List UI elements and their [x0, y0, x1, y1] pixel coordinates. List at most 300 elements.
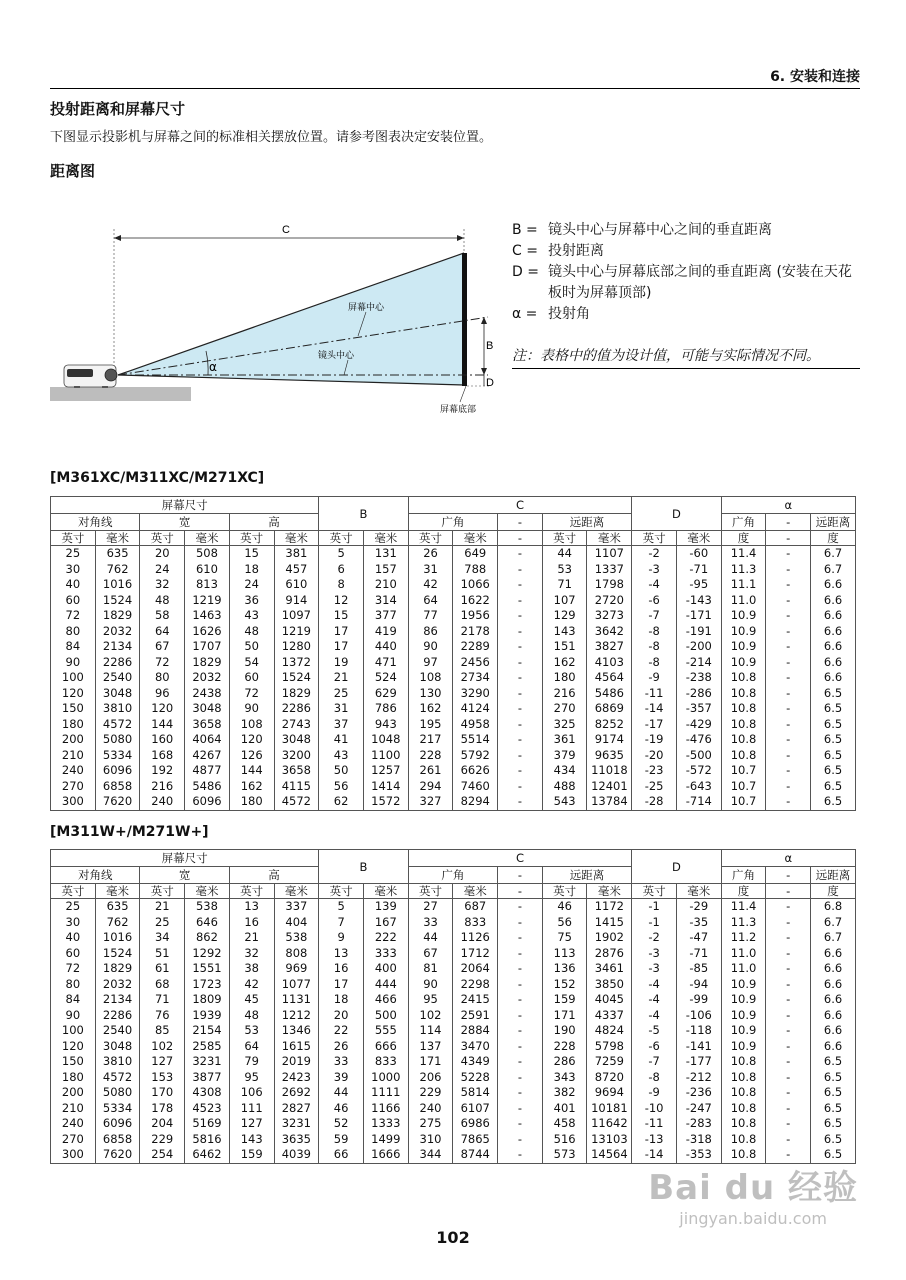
table-cell: 687 — [453, 899, 498, 915]
table-cell: -5 — [632, 1023, 677, 1039]
table-cell: -99 — [676, 992, 721, 1008]
table-cell: 10.9 — [721, 608, 766, 624]
table-cell: 56 — [319, 779, 364, 795]
table-cell: - — [498, 701, 543, 717]
table-cell: 3850 — [587, 977, 632, 993]
table-cell: 6.5 — [811, 1070, 856, 1086]
table-cell: 4124 — [453, 701, 498, 717]
table-cell: 7460 — [453, 779, 498, 795]
table-title-xc: [M361XC/M311XC/M271XC] — [50, 470, 265, 486]
table-cell: 34 — [140, 930, 185, 946]
table-cell: 13784 — [587, 794, 632, 810]
table-cell: -2 — [632, 930, 677, 946]
table-cell: -714 — [676, 794, 721, 810]
table-cell: 10.8 — [721, 1101, 766, 1117]
table-cell: -286 — [676, 686, 721, 702]
table-cell: 4572 — [95, 717, 140, 733]
table-cell: -29 — [676, 899, 721, 915]
table-cell: 13103 — [587, 1132, 632, 1148]
table-cell: - — [766, 1085, 811, 1101]
table-cell: 1212 — [274, 1008, 319, 1024]
header-unit: 毫米 — [453, 531, 498, 546]
header-unit: 英寸 — [319, 531, 364, 546]
table-cell: 10.8 — [721, 748, 766, 764]
table-cell: 3827 — [587, 639, 632, 655]
table-cell: 66 — [319, 1147, 364, 1163]
table-cell: 2178 — [453, 624, 498, 640]
table-cell: - — [498, 577, 543, 593]
header-unit: 英寸 — [319, 884, 364, 899]
projection-cone — [118, 253, 464, 385]
table-cell: 6.5 — [811, 701, 856, 717]
table-cell: 16 — [319, 961, 364, 977]
table-cell: 1066 — [453, 577, 498, 593]
table-cell: -14 — [632, 1147, 677, 1163]
header-width: 宽 — [140, 867, 229, 884]
header-unit: 度 — [721, 884, 766, 899]
table-cell: 68 — [140, 977, 185, 993]
table-cell: - — [766, 794, 811, 810]
table-cell: 381 — [274, 546, 319, 562]
header-height: 高 — [229, 867, 318, 884]
table-cell: 6.8 — [811, 899, 856, 915]
table-cell: 1809 — [185, 992, 230, 1008]
table-cell: 1111 — [363, 1085, 408, 1101]
table-cell: 4349 — [453, 1054, 498, 1070]
table-cell: 6.6 — [811, 1023, 856, 1039]
legend-text: 镜头中心与屏幕中心之间的垂直距离 — [548, 222, 772, 238]
table-cell: 153 — [140, 1070, 185, 1086]
table-cell: 240 — [408, 1101, 453, 1117]
header-d: D — [632, 850, 721, 884]
table-cell: 457 — [274, 562, 319, 578]
table-cell: 21 — [319, 670, 364, 686]
table-cell: 72 — [51, 961, 96, 977]
table-cell: 300 — [51, 794, 96, 810]
header-alpha-dash: - — [766, 514, 811, 531]
table-cell: 150 — [51, 701, 96, 717]
table-cell: 3810 — [95, 1054, 140, 1070]
table-cell: 833 — [453, 915, 498, 931]
table-cell: 6858 — [95, 779, 140, 795]
table-cell: 18 — [229, 562, 274, 578]
table-row — [51, 732, 856, 748]
table-row — [51, 686, 856, 702]
table-cell: 81 — [408, 961, 453, 977]
table-cell: 31 — [408, 562, 453, 578]
table-cell: 160 — [140, 732, 185, 748]
table-cell: 10.8 — [721, 1085, 766, 1101]
table-cell: 261 — [408, 763, 453, 779]
table-cell: -8 — [632, 624, 677, 640]
table-cell: - — [766, 732, 811, 748]
table-cell: 100 — [51, 670, 96, 686]
table-cell: 97 — [408, 655, 453, 671]
table-cell: 1829 — [95, 608, 140, 624]
table-cell: 1016 — [95, 577, 140, 593]
header-unit: 英寸 — [140, 531, 185, 546]
table-cell: 382 — [542, 1085, 587, 1101]
table-cell: 1798 — [587, 577, 632, 593]
table-cell: 79 — [229, 1054, 274, 1070]
table-cell: 2019 — [274, 1054, 319, 1070]
table-cell: 2827 — [274, 1101, 319, 1117]
table-cell: 64 — [408, 593, 453, 609]
header-c: C — [408, 850, 632, 867]
table-cell: 9635 — [587, 748, 632, 764]
table-cell: 294 — [408, 779, 453, 795]
table-cell: 136 — [542, 961, 587, 977]
table-cell: 42 — [408, 577, 453, 593]
header-unit: 毫米 — [453, 884, 498, 899]
table-cell: 2734 — [453, 670, 498, 686]
table-cell: - — [498, 794, 543, 810]
table-cell: 102 — [140, 1039, 185, 1055]
table-cell: 200 — [51, 1085, 96, 1101]
table-cell: 1100 — [363, 748, 408, 764]
header-alpha-tele: 远距离 — [811, 514, 856, 531]
table-cell: 108 — [408, 670, 453, 686]
table-cell: 168 — [140, 748, 185, 764]
header-height: 高 — [229, 514, 318, 531]
table-cell: 46 — [319, 1101, 364, 1117]
table-row — [51, 562, 856, 578]
table-cell: 12 — [319, 593, 364, 609]
label-c: C — [282, 224, 290, 236]
table-cell: -6 — [632, 593, 677, 609]
table-cell: 8744 — [453, 1147, 498, 1163]
table-cell: 144 — [140, 717, 185, 733]
table-cell: - — [498, 779, 543, 795]
table-row — [51, 608, 856, 624]
table-cell: 10.8 — [721, 717, 766, 733]
table-cell: 32 — [229, 946, 274, 962]
table-cell: -177 — [676, 1054, 721, 1070]
table-cell: -500 — [676, 748, 721, 764]
table-cell: 5334 — [95, 748, 140, 764]
label-screen-center: 屏幕中心 — [348, 303, 385, 313]
header-unit: 英寸 — [408, 884, 453, 899]
table-cell: 1622 — [453, 593, 498, 609]
table-cell: 2134 — [95, 992, 140, 1008]
table-cell: - — [766, 717, 811, 733]
table-row — [51, 701, 856, 717]
table-cell: 204 — [140, 1116, 185, 1132]
table-row — [51, 1008, 856, 1024]
table-cell: 17 — [319, 624, 364, 640]
table-cell: 1707 — [185, 639, 230, 655]
table-cell: 60 — [51, 946, 96, 962]
table-cell: 3048 — [95, 686, 140, 702]
table-cell: 6.7 — [811, 546, 856, 562]
table-cell: 6.6 — [811, 992, 856, 1008]
table-cell: 113 — [542, 946, 587, 962]
table-cell: 379 — [542, 748, 587, 764]
table-cell: - — [498, 1085, 543, 1101]
table-cell: 1077 — [274, 977, 319, 993]
table-cell: 488 — [542, 779, 587, 795]
table-cell: -476 — [676, 732, 721, 748]
table-cell: - — [766, 608, 811, 624]
table-cell: 3635 — [274, 1132, 319, 1148]
table-cell: 914 — [274, 593, 319, 609]
table-cell: 11.1 — [721, 577, 766, 593]
header-unit: 英寸 — [51, 884, 96, 899]
table-cell: -106 — [676, 1008, 721, 1024]
table-cell: - — [498, 546, 543, 562]
table-cell: -7 — [632, 1054, 677, 1070]
table-cell: -171 — [676, 608, 721, 624]
table-cell: -4 — [632, 577, 677, 593]
table-cell: - — [498, 670, 543, 686]
watermark-brand: Bai du 经验 — [648, 1168, 858, 1208]
table-cell: 6.6 — [811, 1008, 856, 1024]
table-cell: - — [498, 930, 543, 946]
table-cell: 10.8 — [721, 670, 766, 686]
table-cell: 143 — [229, 1132, 274, 1148]
chapter-title: 6. 安装和连接 — [770, 69, 860, 85]
table-cell: -85 — [676, 961, 721, 977]
table-row — [51, 1101, 856, 1117]
table-cell: 195 — [408, 717, 453, 733]
table-cell: 1346 — [274, 1023, 319, 1039]
table-row — [51, 899, 856, 915]
header-unit: 英寸 — [542, 884, 587, 899]
table-cell: 6.5 — [811, 1101, 856, 1117]
table-cell: 270 — [51, 779, 96, 795]
table-cell: 53 — [542, 562, 587, 578]
table-cell: 229 — [408, 1085, 453, 1101]
table-cell: 254 — [140, 1147, 185, 1163]
table-cell: 95 — [408, 992, 453, 1008]
table-cell: 1107 — [587, 546, 632, 562]
table-cell: 813 — [185, 577, 230, 593]
table-cell: 344 — [408, 1147, 453, 1163]
table-cell: 86 — [408, 624, 453, 640]
header-alpha-wide: 广角 — [721, 514, 766, 531]
table-cell: 19 — [319, 655, 364, 671]
table-cell: 10.9 — [721, 639, 766, 655]
table-cell: 127 — [229, 1116, 274, 1132]
legend-row — [512, 241, 862, 262]
table-cell: 6462 — [185, 1147, 230, 1163]
table-cell: -60 — [676, 546, 721, 562]
table-cell: 71 — [140, 992, 185, 1008]
table-cell: 401 — [542, 1101, 587, 1117]
table-cell: 2134 — [95, 639, 140, 655]
table-cell: 5080 — [95, 732, 140, 748]
table-row — [51, 1132, 856, 1148]
table-cell: - — [498, 686, 543, 702]
table-cell: 222 — [363, 930, 408, 946]
label-lens-center: 镜头中心 — [318, 351, 355, 361]
table-cell: 10.8 — [721, 1147, 766, 1163]
table-cell: 7 — [319, 915, 364, 931]
table-cell: 4103 — [587, 655, 632, 671]
legend-text: 投射角 — [548, 306, 590, 322]
table-cell: 24 — [229, 577, 274, 593]
legend-key: α = — [512, 306, 538, 322]
table-cell: 54 — [229, 655, 274, 671]
table-cell: 4337 — [587, 1008, 632, 1024]
table-cell: 84 — [51, 639, 96, 655]
header-unit: 毫米 — [587, 884, 632, 899]
table-cell: 4064 — [185, 732, 230, 748]
table-cell: 18 — [319, 992, 364, 1008]
table-cell: 67 — [140, 639, 185, 655]
table-row — [51, 946, 856, 962]
table-row — [51, 977, 856, 993]
table-cell: 1902 — [587, 930, 632, 946]
table-cell: 1372 — [274, 655, 319, 671]
table-cell: -11 — [632, 1116, 677, 1132]
table-cell: 30 — [51, 915, 96, 931]
header-alpha-dash: - — [766, 867, 811, 884]
table-cell: 8294 — [453, 794, 498, 810]
header-unit: 毫米 — [95, 531, 140, 546]
table-row — [51, 670, 856, 686]
table-cell: 1257 — [363, 763, 408, 779]
table-cell: 10.9 — [721, 655, 766, 671]
table-cell: 111 — [229, 1101, 274, 1117]
table-cell: 2286 — [95, 655, 140, 671]
table-cell: 2286 — [274, 701, 319, 717]
table-cell: 314 — [363, 593, 408, 609]
header-unit: 毫米 — [185, 531, 230, 546]
table-cell: 788 — [453, 562, 498, 578]
table-cell: 95 — [229, 1070, 274, 1086]
table-cell: -141 — [676, 1039, 721, 1055]
table-cell: -357 — [676, 701, 721, 717]
table-cell: 100 — [51, 1023, 96, 1039]
table-cell: - — [498, 608, 543, 624]
table-cell: 41 — [319, 732, 364, 748]
table-cell: 44 — [319, 1085, 364, 1101]
table-cell: 310 — [408, 1132, 453, 1148]
table-cell: -429 — [676, 717, 721, 733]
table-cell: 666 — [363, 1039, 408, 1055]
table-cell: 11.4 — [721, 899, 766, 915]
table-cell: 1000 — [363, 1070, 408, 1086]
table-cell: - — [498, 977, 543, 993]
table-cell: -318 — [676, 1132, 721, 1148]
table-cell: 629 — [363, 686, 408, 702]
table-cell: 90 — [408, 639, 453, 655]
table-cell: 286 — [542, 1054, 587, 1070]
table-cell: -8 — [632, 639, 677, 655]
table-cell: -9 — [632, 1085, 677, 1101]
table-cell: - — [766, 1023, 811, 1039]
section-intro: 下图显示投影机与屏幕之间的标准相关摆放位置。请参考图表决定安装位置。 — [50, 130, 493, 145]
table-cell: 51 — [140, 946, 185, 962]
table-cell: 22 — [319, 1023, 364, 1039]
table-cell: 434 — [542, 763, 587, 779]
table-cell: - — [766, 639, 811, 655]
table-cell: -9 — [632, 670, 677, 686]
table-cell: 11.0 — [721, 593, 766, 609]
table-cell: 206 — [408, 1070, 453, 1086]
table-cell: - — [498, 593, 543, 609]
distance-table-xc — [50, 496, 856, 811]
table-cell: 6.6 — [811, 946, 856, 962]
table-cell: 11.3 — [721, 915, 766, 931]
table-cell: -25 — [632, 779, 677, 795]
table-cell: 1166 — [363, 1101, 408, 1117]
table-cell: 6.5 — [811, 686, 856, 702]
table-row — [51, 794, 856, 810]
table-cell: - — [766, 930, 811, 946]
table-row — [51, 655, 856, 671]
table-cell: 44 — [408, 930, 453, 946]
table-cell: 1939 — [185, 1008, 230, 1024]
table-cell: - — [498, 1116, 543, 1132]
table-cell: 6.5 — [811, 748, 856, 764]
table-cell: 2884 — [453, 1023, 498, 1039]
table-cell: 17 — [319, 639, 364, 655]
table-cell: 516 — [542, 1132, 587, 1148]
table-cell: 538 — [274, 930, 319, 946]
table-cell: 31 — [319, 701, 364, 717]
table-cell: -4 — [632, 977, 677, 993]
table-cell: 16 — [229, 915, 274, 931]
table-cell: 33 — [408, 915, 453, 931]
table-row — [51, 1023, 856, 1039]
table-cell: 2591 — [453, 1008, 498, 1024]
table-cell: 90 — [51, 1008, 96, 1024]
table-cell: 1572 — [363, 794, 408, 810]
table-cell: 24 — [140, 562, 185, 578]
table-cell: 13 — [229, 899, 274, 915]
table-cell: 6.6 — [811, 593, 856, 609]
legend-key: D = — [512, 264, 539, 280]
table-cell: -10 — [632, 1101, 677, 1117]
table-cell: - — [766, 1147, 811, 1163]
table-cell: - — [498, 763, 543, 779]
header-unit: 毫米 — [274, 884, 319, 899]
table-cell: 3810 — [95, 701, 140, 717]
table-cell: 3200 — [274, 748, 319, 764]
table-cell: 44 — [542, 546, 587, 562]
table-cell: 6.6 — [811, 608, 856, 624]
table-cell: 126 — [229, 748, 274, 764]
table-cell: 1333 — [363, 1116, 408, 1132]
table-cell: 2415 — [453, 992, 498, 1008]
header-unit: 毫米 — [95, 884, 140, 899]
table-cell: 2286 — [95, 1008, 140, 1024]
table-cell: 969 — [274, 961, 319, 977]
table-cell: 3658 — [185, 717, 230, 733]
table-cell: 2032 — [185, 670, 230, 686]
header-unit: 毫米 — [676, 531, 721, 546]
table-cell: - — [766, 977, 811, 993]
table-cell: 6.6 — [811, 977, 856, 993]
table-cell: 6.5 — [811, 1147, 856, 1163]
table-cell: 32 — [140, 577, 185, 593]
table-cell: 210 — [51, 1101, 96, 1117]
table-cell: - — [498, 1147, 543, 1163]
header-unit: 毫米 — [676, 884, 721, 899]
header-d: D — [632, 497, 721, 531]
table-cell: 120 — [229, 732, 274, 748]
table-cell: - — [498, 915, 543, 931]
table-cell: 56 — [542, 915, 587, 931]
table-cell: - — [766, 686, 811, 702]
table-cell: 6096 — [95, 763, 140, 779]
table-cell: 90 — [51, 655, 96, 671]
table-cell: - — [498, 946, 543, 962]
table-cell: -13 — [632, 1132, 677, 1148]
table-cell: 3231 — [185, 1054, 230, 1070]
